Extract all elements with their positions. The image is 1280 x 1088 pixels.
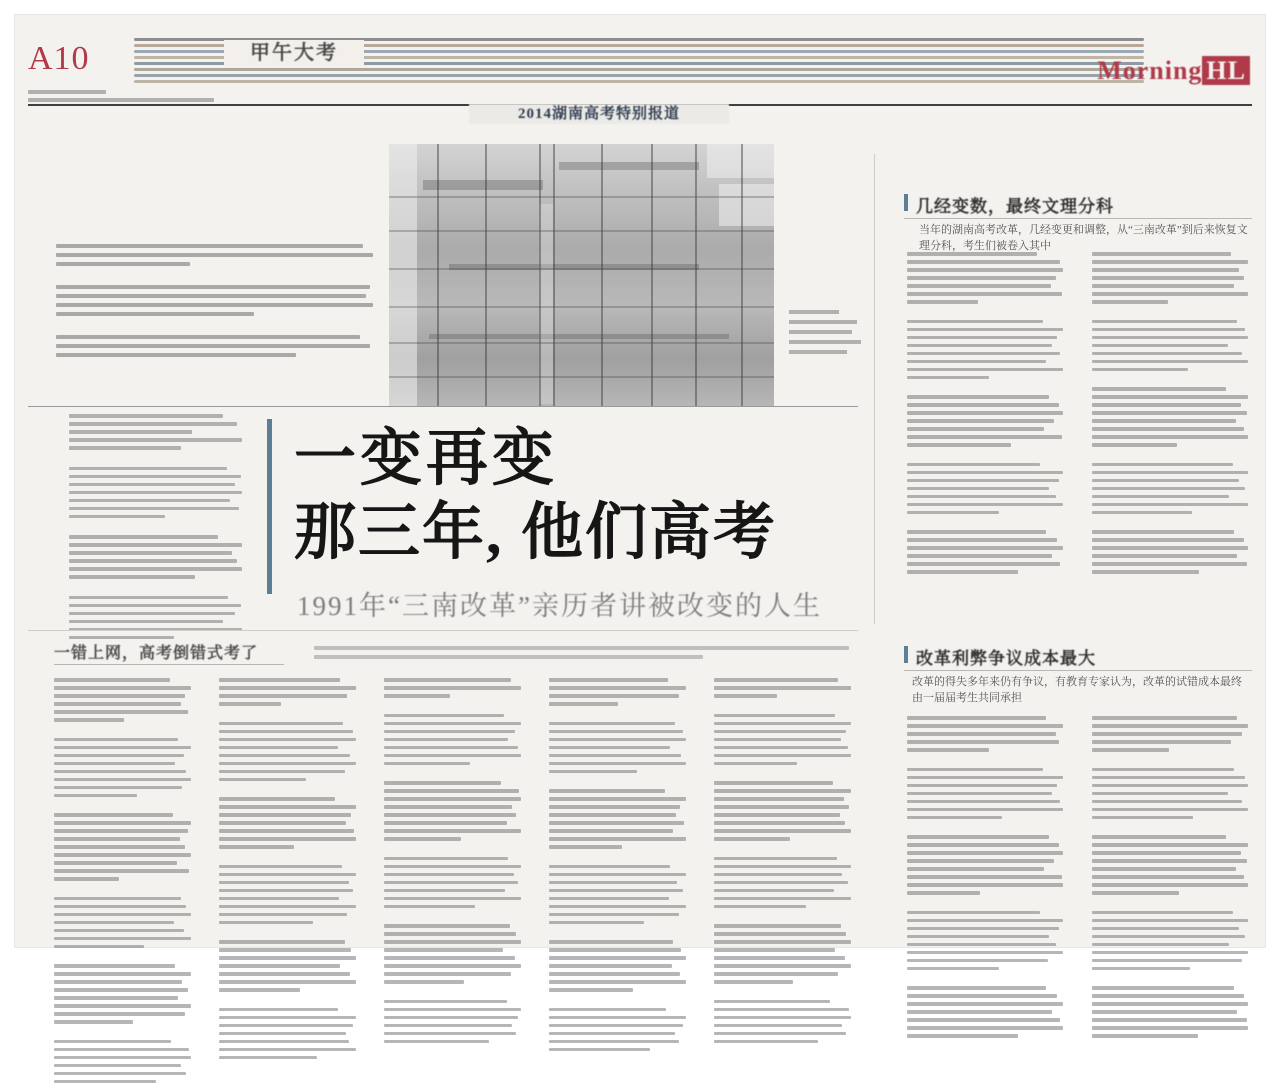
photo-credit	[789, 310, 861, 388]
bottom-column-1	[54, 678, 192, 1088]
bottom-title-underline	[54, 664, 284, 665]
bottom-column-4	[549, 678, 687, 1056]
page-headline	[294, 422, 854, 570]
section-accent-bar	[904, 194, 908, 211]
right-top-column-1	[907, 252, 1065, 578]
headline-subhead: 1991年“三南改革”亲历者讲被改变的人生	[297, 591, 822, 621]
masthead-logo-text: Morning	[1097, 56, 1203, 85]
headline-divider	[28, 406, 858, 407]
headline-accent-bar	[267, 419, 272, 594]
right-rail-divider	[874, 154, 875, 624]
masthead	[14, 14, 1266, 122]
section-deck: 当年的湖南高考改革，几经变更和调整，从“三南改革”到后来恢复文理分科，考生们被卷入其中	[919, 224, 1248, 252]
masthead-brand-cn: 甲午大考	[250, 42, 338, 64]
masthead-sub-banner: 2014湖南高考特别报道	[469, 104, 729, 124]
lead-photo	[389, 144, 774, 406]
bottom-column-3	[384, 678, 522, 1048]
headline-line-1: 一变再变	[294, 425, 559, 493]
headline-side-column	[69, 414, 244, 644]
page-folio: A10	[28, 40, 90, 77]
section-title: 改革利弊争议成本最大	[916, 649, 1096, 668]
bottom-section-divider	[28, 630, 858, 631]
bottom-section-title: 一错上网，高考倒错式考了	[54, 645, 259, 662]
top-left-article-body	[56, 244, 376, 362]
bottom-section-leadin	[314, 646, 854, 664]
section-deck: 改革的得失多年来仍有争议，有教育专家认为，改革的试错成本最终由一届届考生共同承担	[912, 676, 1242, 704]
section-accent-bar	[904, 646, 908, 663]
headline-line-2: 那三年, 他们高考	[294, 499, 778, 567]
bottom-column-5	[714, 678, 852, 1048]
masthead-logo-badge: HL	[1202, 56, 1250, 85]
paper-sheet	[14, 14, 1266, 948]
folio-subtext	[28, 90, 328, 100]
section-title: 几经变数，最终文理分科	[916, 197, 1114, 216]
section-title-underline	[904, 670, 1252, 671]
right-bottom-column-1	[907, 716, 1065, 1042]
masthead-logo	[1097, 56, 1250, 86]
right-bottom-column-2	[1092, 716, 1250, 1042]
bottom-column-2	[219, 678, 357, 1064]
right-top-column-2	[1092, 252, 1250, 578]
section-title-underline	[904, 218, 1252, 219]
